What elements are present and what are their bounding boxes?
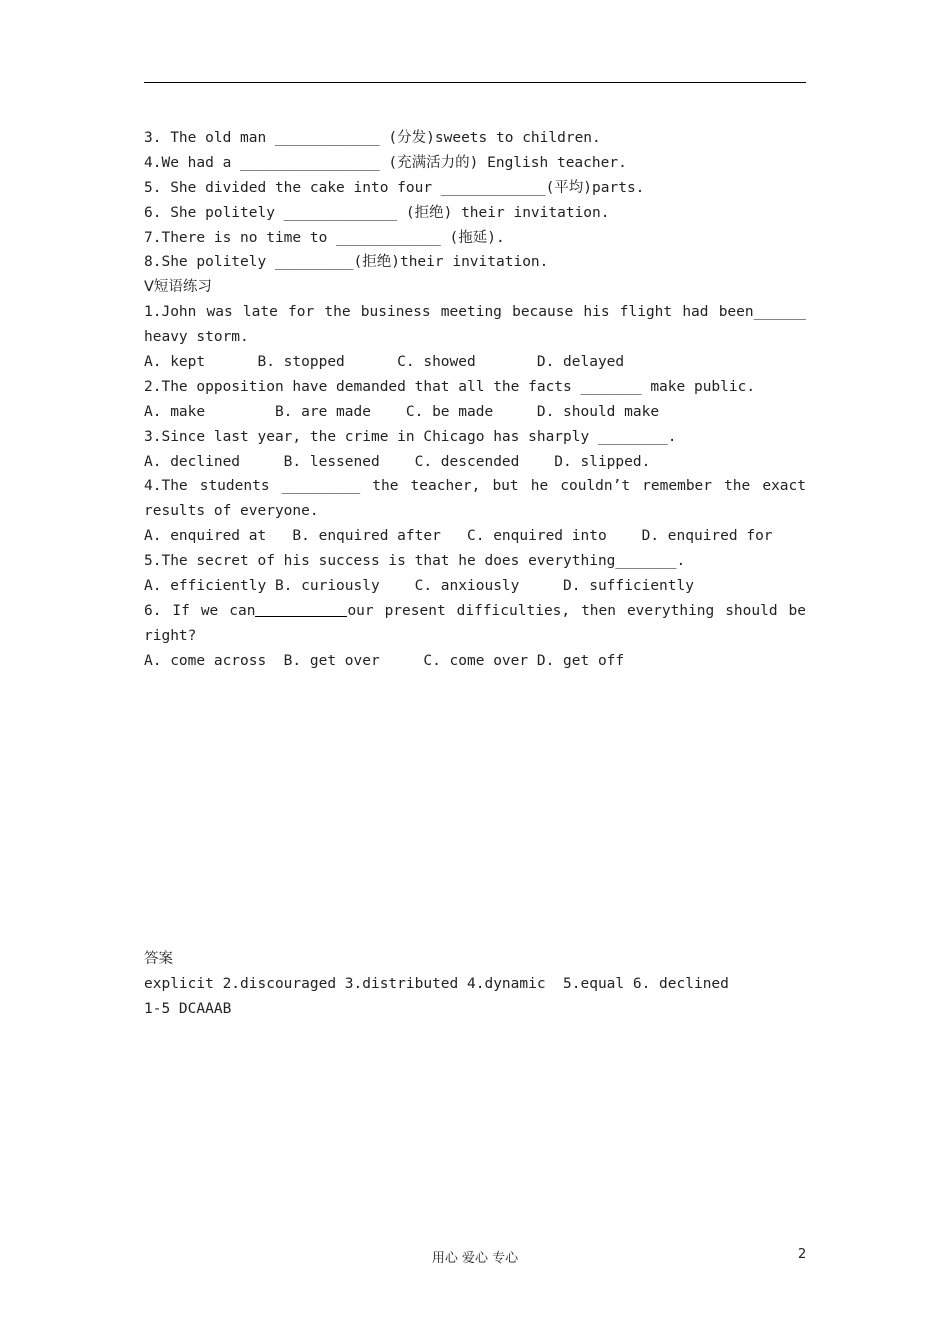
fill-blank-5: 5. She divided the cake into four ____________(平均)parts. <box>144 179 645 196</box>
answer-line-2: 1-5 DCAAAB <box>144 1000 232 1017</box>
question-4-text-cont: results of everyone. <box>144 503 319 520</box>
question-2-text: 2.The opposition have demanded that all the facts _______ make public. <box>144 378 756 395</box>
fill-blank-6: 6. She politely _____________ (拒绝) their invitation. <box>144 204 610 221</box>
page-number: 2 <box>798 1247 807 1262</box>
question-2-options: A. make B. are made C. be made D. should make <box>144 403 660 420</box>
fill-blank-7: 7.There is no time to ____________ (拖延). <box>144 229 505 246</box>
question-1-text: 1.John was late for the business meeting because his flight had been______ <box>144 304 806 321</box>
page-footer: 用心 爱心 专心 <box>431 1251 519 1266</box>
header-rule <box>144 82 806 83</box>
answer-heading: 答案 <box>144 951 173 967</box>
fill-blank-3: 3. The old man ____________ (分发)sweets to children. <box>144 130 601 146</box>
answer-line-1: explicit 2.discouraged 3.distributed 4.dynamic 5.equal 6. declined <box>144 975 729 992</box>
question-1-options: A. kept B. stopped C. showed D. delayed <box>144 354 625 371</box>
section-heading: V短语练习 <box>144 279 212 296</box>
question-6-suffix: our present difficulties, then everything should be <box>347 602 806 619</box>
question-1-text-cont: heavy storm. <box>144 329 249 346</box>
question-6-prefix: 6. If we can <box>144 602 256 619</box>
worksheet-body <box>144 126 806 674</box>
question-6-blank <box>255 600 347 617</box>
question-6-text-cont: right? <box>144 627 197 644</box>
fill-blank-8: 8.She politely _________(拒绝)their invitation. <box>144 254 549 271</box>
fill-blank-4: 4.We had a ________________ (充满活力的) English teacher. <box>144 154 627 171</box>
question-4-text: 4.The students _________ the teacher, but he couldn’t remember the exact <box>144 478 806 495</box>
question-5-text: 5.The secret of his success is that he does everything_______. <box>144 553 686 570</box>
question-4-options: A. enquired at B. enquired after C. enquired into D. enquired for <box>144 528 773 545</box>
question-6-text <box>144 599 806 624</box>
question-3-text: 3.Since last year, the crime in Chicago has sharply ________. <box>144 428 677 445</box>
question-5-options: A. efficiently B. curiously C. anxiously D. sufficiently <box>144 578 694 595</box>
question-3-options: A. declined B. lessened C. descended D. slipped. <box>144 453 651 470</box>
question-6-options: A. come across B. get over C. come over D. get off <box>144 652 625 669</box>
answer-section <box>144 947 806 1022</box>
